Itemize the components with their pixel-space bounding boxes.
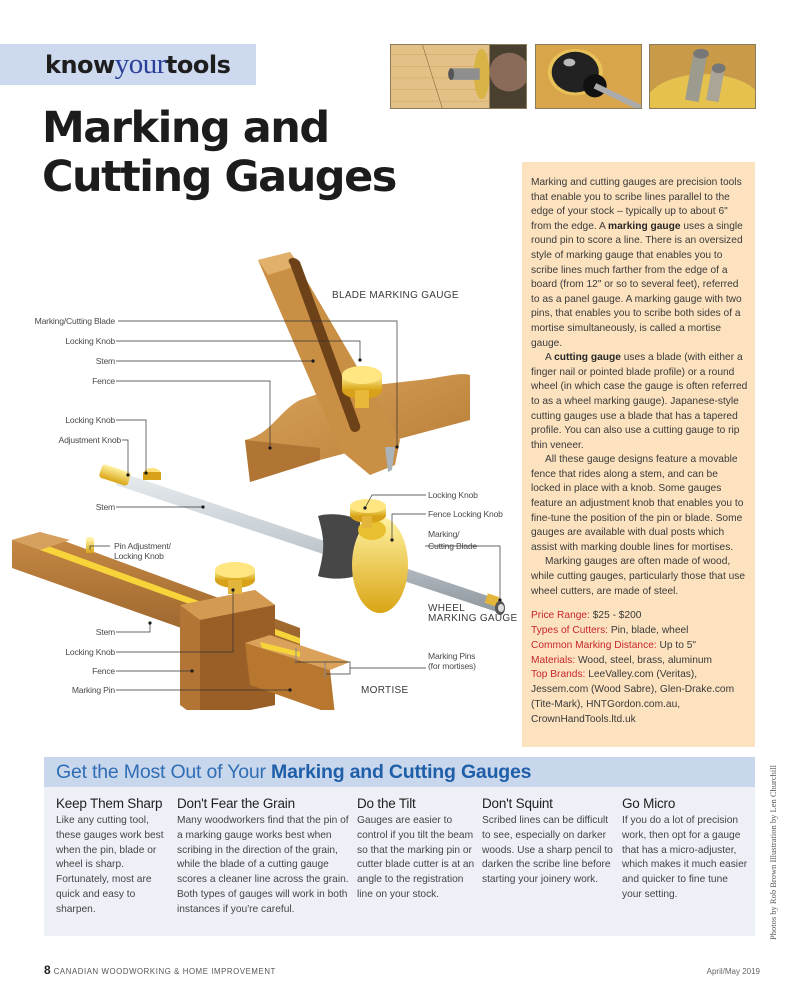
tips-heading bbox=[44, 757, 755, 787]
photo-illustration-credit: Photos by Rob Brown Illustration by Len Churchill bbox=[768, 765, 778, 940]
page-footer bbox=[44, 963, 276, 977]
tip-title: Do the Tilt bbox=[357, 796, 416, 811]
tips-heading-bold: Marking and Cutting Gauges bbox=[271, 761, 532, 783]
label-mortise-pin-adjustment: Pin Adjustment/ bbox=[114, 541, 171, 551]
spec-value: LeeValley.com (Veritas), Jessem.com (Wood Sabre), Glen-Drake.com (Tite-Mark), HNTGordon.com.au, CrownHandTools.ltd.uk bbox=[531, 669, 735, 725]
sidebar-info-box bbox=[522, 162, 755, 747]
label-blade-fence: Fence bbox=[92, 376, 115, 386]
label-blade-marking-cutting-blade: Marking/Cutting Blade bbox=[34, 316, 115, 326]
label-wheel-marking: Marking/ bbox=[428, 529, 460, 539]
label-wheel-adjustment-knob: Adjustment Knob bbox=[58, 435, 121, 445]
spec-key: Materials: bbox=[531, 654, 576, 666]
term-marking-gauge: marking gauge bbox=[608, 220, 681, 232]
wheel-gauge-title-line-1: WHEEL bbox=[428, 603, 466, 614]
text: uses a blade (with either a finger nail or pointed blade profile) or a round wheel (in which case the gauge is often referred to as a wheel marking gauge). Japanese-style cutting gauges use a blade that has a tapered profile. You can also use a cutting gauge to rip thin veneer. bbox=[531, 352, 748, 451]
spec-key: Common Marking Distance: bbox=[531, 639, 657, 651]
label-mortise-marking-pin: Marking Pin bbox=[71, 685, 115, 695]
spec-value: Up to 5" bbox=[656, 639, 696, 651]
blade-marking-gauge-title: BLADE MARKING GAUGE bbox=[332, 290, 459, 301]
label-mortise-marking-pins: Marking Pins bbox=[428, 651, 476, 661]
page-number: 8 bbox=[44, 963, 51, 977]
title-line-2: Cutting Gauges bbox=[42, 152, 396, 202]
sidebar-paragraph-2 bbox=[531, 351, 749, 453]
tips-panel bbox=[44, 757, 755, 936]
issue-date: April/May 2019 bbox=[706, 967, 760, 976]
sidebar-paragraph-4: Marking gauges are often made of wood, while cutting gauges, particularly those that use wheel cutters, are made of steel. bbox=[531, 556, 746, 597]
label-wheel-stem: Stem bbox=[95, 502, 115, 512]
text: Marking and cutting gauges are precision tools that enable you to scribe lines parallel to the edge of your stock – typically up to about 6" from the edge. A bbox=[531, 177, 742, 232]
section-tag bbox=[0, 44, 256, 85]
tip-title: Don't Squint bbox=[482, 796, 553, 811]
label-blade-stem: Stem bbox=[95, 356, 115, 366]
publication-name: CANADIAN WOODWORKING & HOME IMPROVEMENT bbox=[53, 967, 276, 976]
label-mortise-pin-locking-knob: Locking Knob bbox=[114, 551, 164, 561]
tip-body: Like any cutting tool, these gauges work best when the pin, blade or wheel is sharp. Fortunately, most are quick and easy to sharpen. bbox=[56, 815, 164, 915]
photo-dual-pin-posts bbox=[649, 44, 756, 109]
tip-title: Don't Fear the Grain bbox=[177, 796, 295, 811]
sidebar-paragraph-1 bbox=[531, 176, 749, 351]
tips-heading-light: Get the Most Out of Your bbox=[56, 761, 272, 783]
mortise-gauge-title: MORTISE bbox=[361, 685, 409, 696]
spec-key: Price Range: bbox=[531, 610, 590, 622]
page-title bbox=[42, 104, 396, 202]
spec-value: Wood, steel, brass, aluminum bbox=[575, 654, 713, 666]
title-line-1: Marking and bbox=[42, 103, 329, 153]
tip-dont-squint bbox=[482, 795, 614, 888]
label-wheel-cutting-blade: Cutting Blade bbox=[428, 541, 477, 551]
tip-keep-them-sharp bbox=[56, 795, 168, 918]
sidebar-paragraph-3: All these gauge designs feature a movable fence that rides along a stem, and can be locked in place with a knob. Some gauges feature an adjustment knob that enables you to fine-tune the position of the pin or blade. Some gauges are available with dual posts which assist with marking double lines for mortises. bbox=[531, 454, 744, 553]
label-blade-locking-knob: Locking Knob bbox=[65, 336, 115, 346]
gauge-illustration bbox=[0, 250, 520, 710]
tag-know: know bbox=[45, 51, 115, 79]
tip-body: Many woodworkers find that the pin of a marking gauge works best when scribing in the direction of the grain, while the blade of a cutting gauge scores a cleaner line across the grain. Both types of gauges will work in both instances if you're careful. bbox=[177, 815, 349, 915]
wheel-gauge-title-line-2: MARKING GAUGE bbox=[428, 613, 518, 624]
tip-body: Scribed lines can be difficult to see, especially on darker woods. Use a sharp pencil to darken the scribe line before starting your joinery work. bbox=[482, 815, 613, 886]
label-mortise-fence: Fence bbox=[92, 666, 115, 676]
tip-title: Keep Them Sharp bbox=[56, 796, 163, 811]
text: A bbox=[545, 352, 555, 364]
tip-body: If you do a lot of precision work, then opt for a gauge that has a micro-adjuster, which makes it much easier and quicker to fine tune your setting. bbox=[622, 815, 748, 900]
spec-cutter-types bbox=[531, 624, 749, 639]
label-wheel-locking-knob-right: Locking Knob bbox=[428, 490, 478, 500]
tag-your: your bbox=[114, 48, 166, 80]
spec-list bbox=[531, 609, 749, 727]
tag-tools: tools bbox=[165, 51, 231, 79]
spec-marking-distance bbox=[531, 639, 749, 654]
tip-go-micro bbox=[622, 795, 750, 903]
tip-dont-fear-the-grain bbox=[177, 795, 349, 918]
spec-value: $25 - $200 bbox=[589, 610, 642, 622]
spec-price-range bbox=[531, 609, 749, 624]
tip-title: Go Micro bbox=[622, 796, 676, 811]
spec-key: Top Brands: bbox=[531, 669, 586, 681]
label-mortise-stem: Stem bbox=[95, 627, 115, 637]
spec-top-brands bbox=[531, 668, 749, 727]
term-cutting-gauge: cutting gauge bbox=[554, 352, 621, 364]
text: uses a single round pin to score a line. There is an oversized style of marking gauge that enables you to scribe lines much farther from the edge of a board (from 12" or so to several feet), referred to as a panel gauge. A marking gauge with two pins, that enables you to scribe both sides of a mortise simultaneously, is called a mortise gauge. bbox=[531, 220, 743, 349]
label-mortise-locking-knob: Locking Knob bbox=[65, 647, 115, 657]
spec-key: Types of Cutters: bbox=[531, 625, 609, 637]
tip-do-the-tilt bbox=[357, 795, 475, 903]
photo-wheel-gauge-on-board bbox=[390, 44, 527, 109]
label-wheel-locking-knob-left: Locking Knob bbox=[65, 415, 115, 425]
tip-body: Gauges are easier to control if you tilt the beam so that the marking pin or cutter blade cutter is at an angle to the registration line on your stock. bbox=[357, 815, 475, 900]
spec-materials bbox=[531, 654, 749, 669]
spec-value: Pin, blade, wheel bbox=[608, 625, 689, 637]
section-tag-text bbox=[45, 48, 230, 81]
photo-brass-fence-knob bbox=[535, 44, 642, 109]
label-wheel-fence-locking-knob: Fence Locking Knob bbox=[428, 509, 503, 519]
label-mortise-for-mortises: (for mortises) bbox=[428, 661, 476, 671]
